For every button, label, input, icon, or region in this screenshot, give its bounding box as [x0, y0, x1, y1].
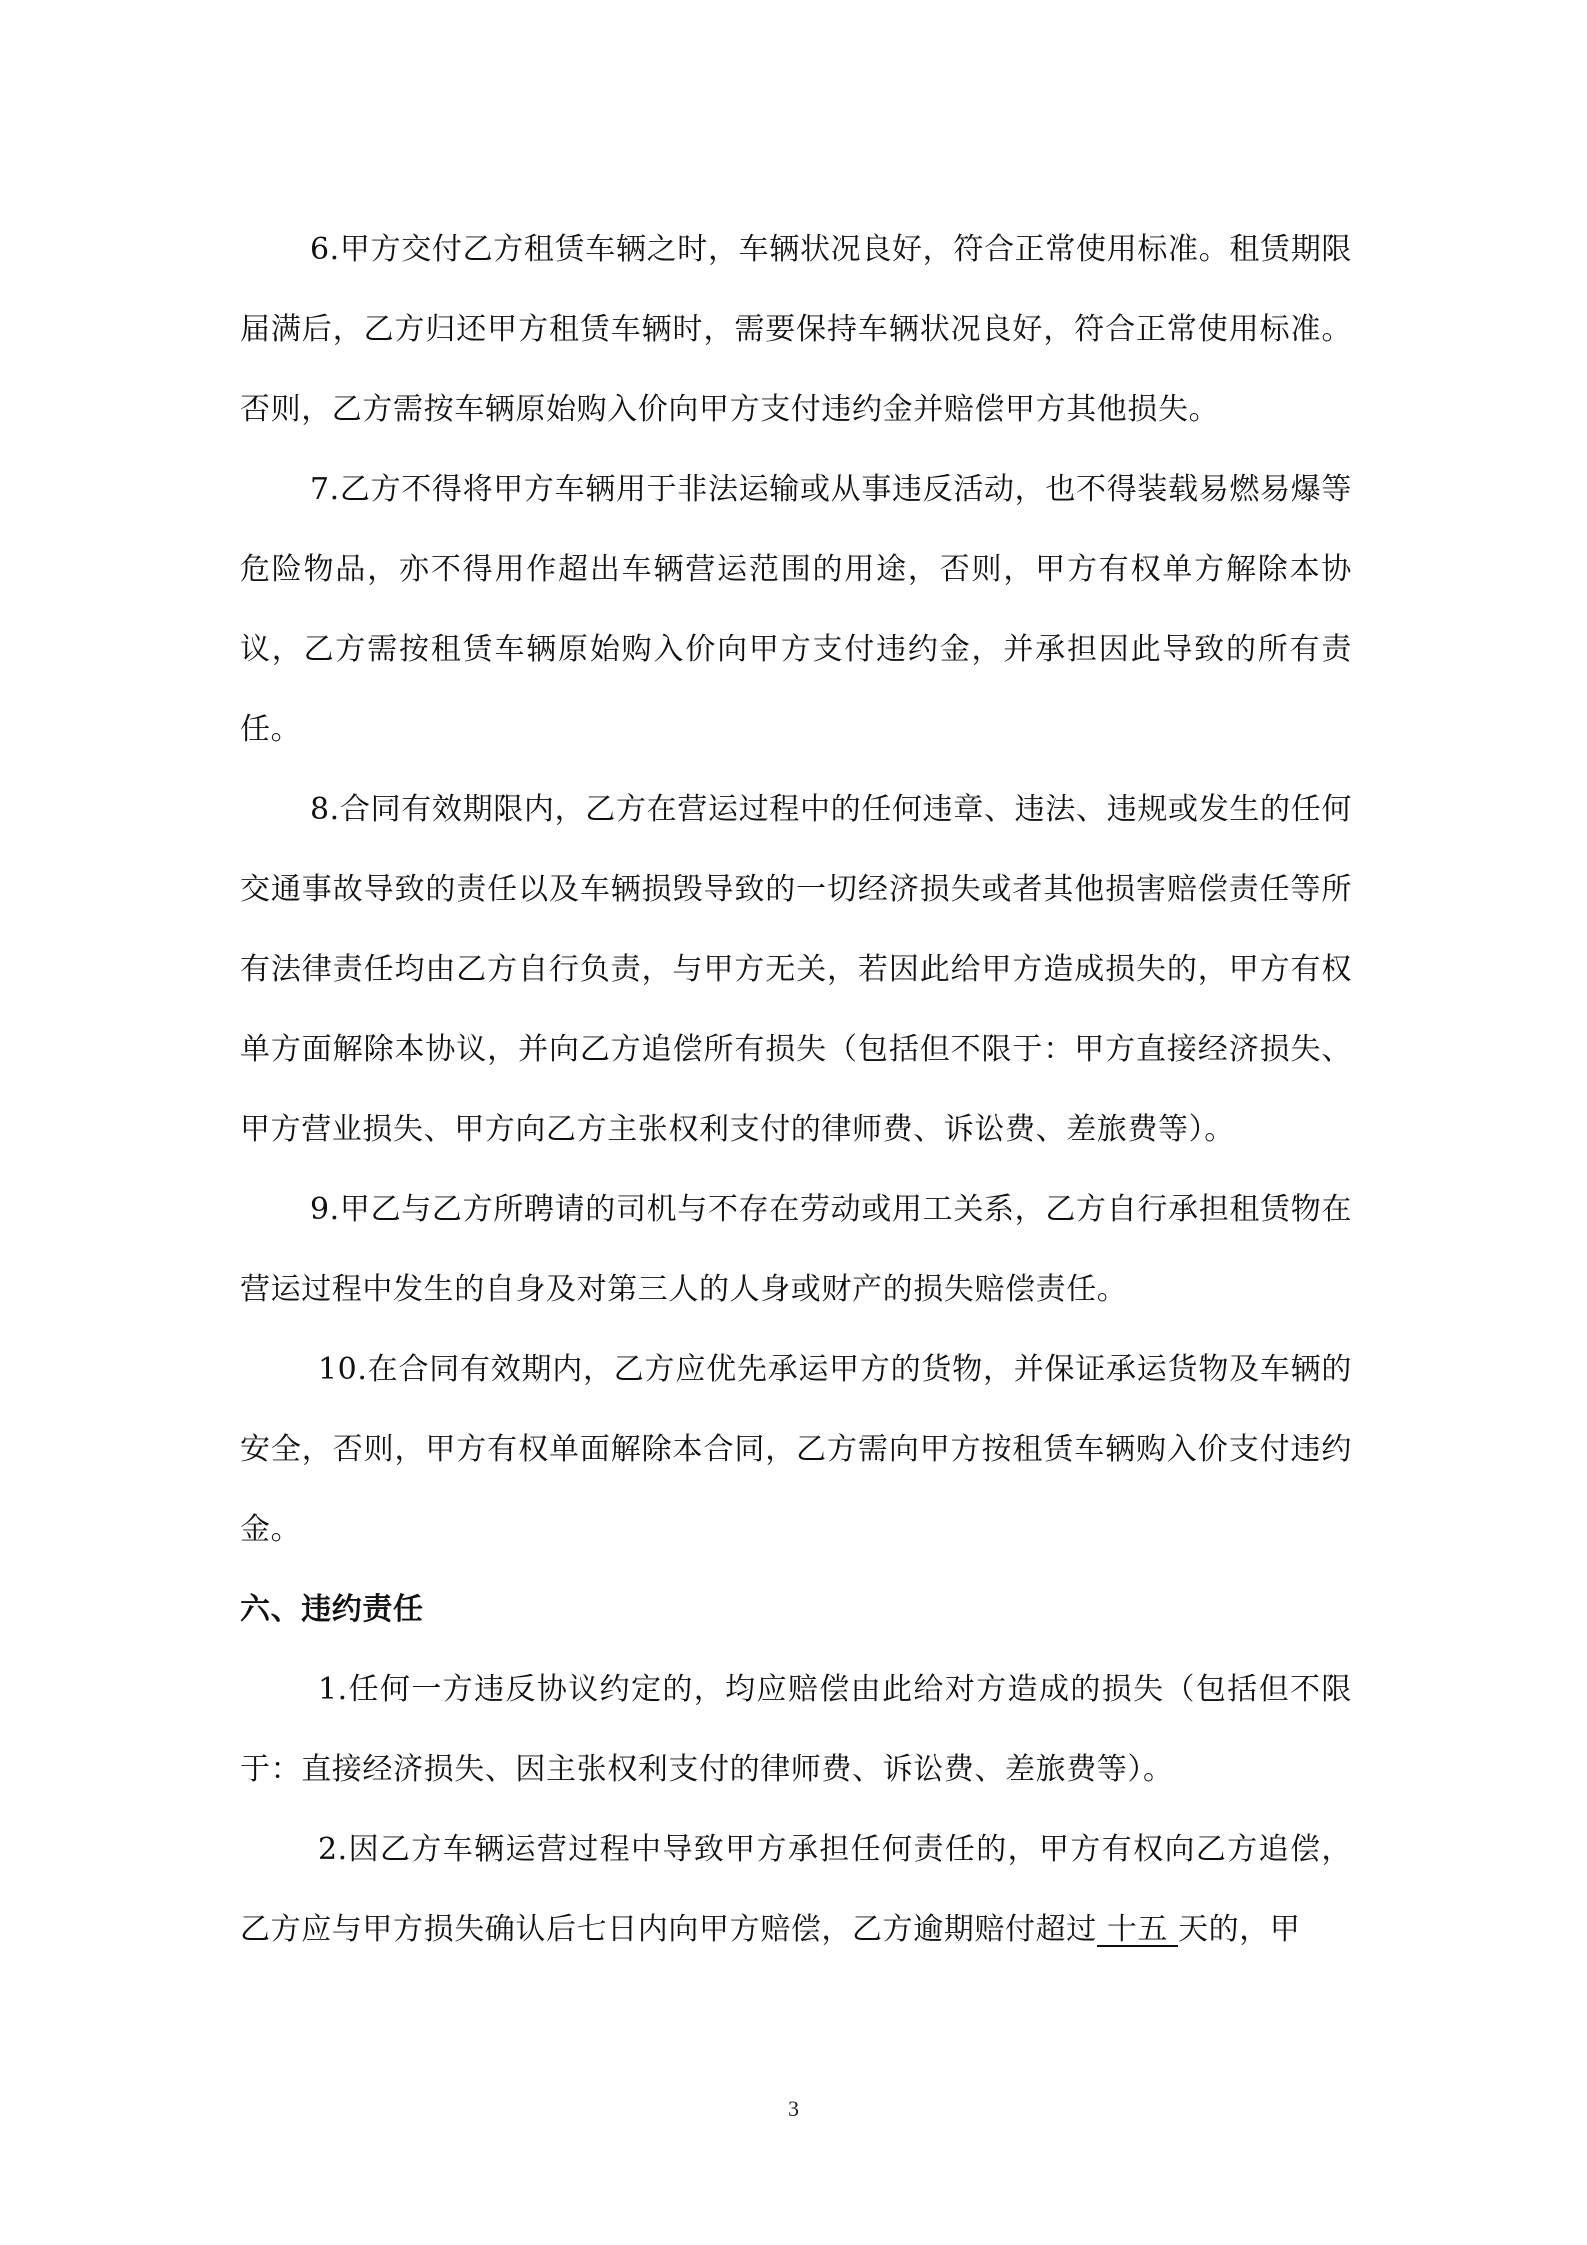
- page-number: 3: [788, 2096, 799, 2121]
- clause-8-paragraph: 8.合同有效期限内，乙方在营运过程中的任何违章、违法、违规或发生的任何交通事故导致的责任以及车辆损毁导致的一切经济损失或者其他损害赔偿责任等所有法律责任均由乙方自行负责，与甲方无关，若因此给甲方造成损失的，甲方有权单方面解除本协议，并向乙方追偿所有损失（包括但不限于：甲方直接经济损失、甲方营业损失、甲方向乙方主张权利支付的律师费、诉讼费、差旅费等）。: [240, 792, 1352, 1147]
- breach-item-2-text-after: 天的，甲: [1178, 1912, 1301, 1947]
- overdue-days-blank: 十五: [1097, 1915, 1178, 1947]
- breach-item-2-paragraph: [240, 1810, 1352, 1970]
- clause-7-paragraph: 7.乙方不得将甲方车辆用于非法运输或从事违反活动，也不得装载易燃易爆等危险物品，亦不得用作超出车辆营运范围的用途，否则，甲方有权单方解除本协议，乙方需按租赁车辆原始购入价向甲方支付违约金，并承担因此导致的所有责任。: [240, 472, 1352, 747]
- clause-9-paragraph: 9.甲乙与乙方所聘请的司机与不存在劳动或用工关系，乙方自行承担租赁物在营运过程中发生的自身及对第三人的人身或财产的损失赔偿责任。: [240, 1192, 1352, 1307]
- clause-10-paragraph: 10.在合同有效期内，乙方应优先承运甲方的货物，并保证承运货物及车辆的安全，否则，甲方有权单面解除本合同，乙方需向甲方按租赁车辆购入价支付违约金。: [240, 1352, 1352, 1547]
- document-body: [240, 210, 1352, 1970]
- section-heading-breach-liability: 六、违约责任: [240, 1592, 424, 1627]
- breach-item-2-text-before: 2.因乙方车辆运营过程中导致甲方承担任何责任的，甲方有权向乙方追偿，乙方应与甲方损失确认后七日内向甲方赔偿，乙方逾期赔付超过: [240, 1832, 1352, 1947]
- clause-6-paragraph: 6.甲方交付乙方租赁车辆之时，车辆状况良好，符合正常使用标准。租赁期限届满后，乙方归还甲方租赁车辆时，需要保持车辆状况良好，符合正常使用标准。否则，乙方需按车辆原始购入价向甲方支付违约金并赔偿甲方其他损失。: [240, 232, 1352, 427]
- breach-item-1-paragraph: 1.任何一方违反协议约定的，均应赔偿由此给对方造成的损失（包括但不限于：直接经济损失、因主张权利支付的律师费、诉讼费、差旅费等）。: [240, 1672, 1352, 1787]
